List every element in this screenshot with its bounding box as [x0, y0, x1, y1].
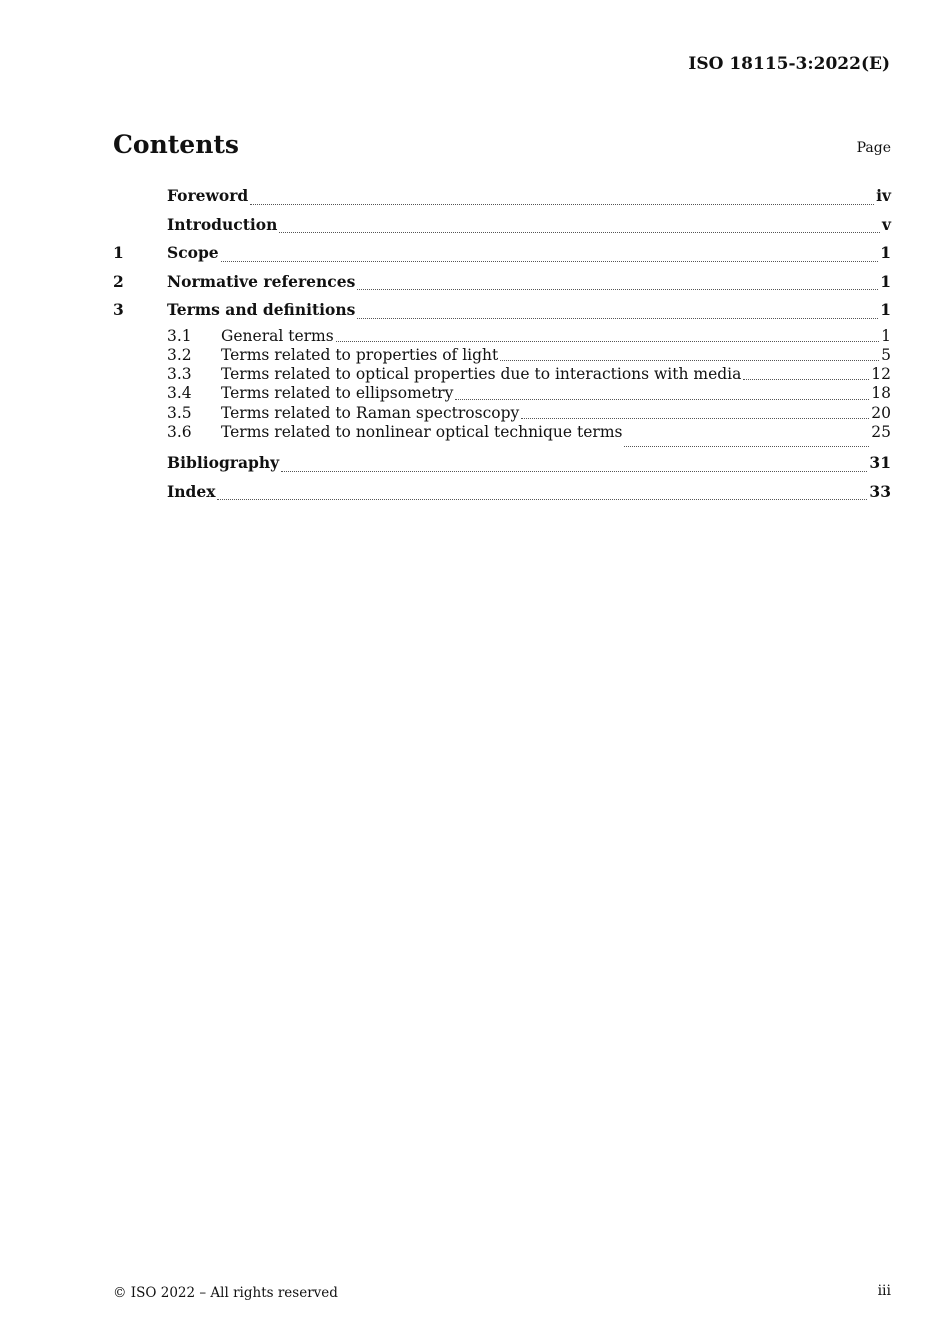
toc-entry-page: 1	[880, 243, 891, 262]
toc-entry-label: Normative references	[167, 271, 356, 291]
toc-entry-label: Terms and definitions	[167, 300, 356, 319]
toc-entry-page: v	[881, 214, 891, 234]
toc-entry-label: Terms related to properties of light	[221, 345, 499, 364]
toc-dot-leader	[336, 340, 879, 342]
toc-dot-leader	[217, 498, 867, 500]
toc-entry[interactable]	[113, 346, 891, 365]
toc-entry-label: Terms related to ellipsometry	[221, 384, 454, 403]
toc-entry-number: 3.6	[167, 422, 192, 441]
toc-dot-leader	[521, 417, 869, 419]
toc-entry-number: 3.5	[167, 403, 192, 422]
toc-dot-leader	[500, 359, 879, 361]
toc-entry-number: 3.3	[167, 365, 192, 384]
toc-entry-label: Foreword	[167, 186, 249, 205]
document-id: ISO 18115-3:2022(E)	[688, 54, 890, 74]
toc-entry-number: 3.4	[167, 384, 192, 403]
toc-entry-number: 1	[113, 243, 124, 262]
toc-entry[interactable]	[113, 213, 891, 242]
toc-entry-number: 3	[113, 300, 124, 319]
toc-dot-leader	[743, 378, 869, 380]
toc-dot-leader	[279, 231, 880, 233]
toc-dot-leader	[455, 398, 869, 400]
toc-entry[interactable]	[113, 184, 891, 213]
toc-dot-leader	[250, 203, 874, 205]
toc-entry-page: 20	[871, 403, 891, 422]
toc-entry-page: iv	[876, 186, 891, 205]
toc-entry[interactable]	[113, 404, 891, 423]
toc-entry-label: Bibliography	[167, 453, 280, 473]
toc-entry-number: 2	[113, 271, 124, 291]
toc-entry-number: 3.2	[167, 345, 192, 364]
toc-entry[interactable]	[113, 384, 891, 403]
toc-entry[interactable]	[113, 423, 891, 452]
toc-entry[interactable]	[113, 270, 891, 299]
toc-entry[interactable]	[113, 451, 891, 480]
copyright-notice: © ISO 2022 – All rights reserved	[113, 1285, 338, 1301]
toc-entry-page: 33	[869, 481, 891, 501]
toc-entry-label: Terms related to Raman spectroscopy	[221, 403, 520, 422]
toc-dot-leader	[221, 260, 879, 262]
toc-entry-page: 5	[881, 345, 891, 364]
toc-entry-page: 1	[880, 300, 891, 319]
toc-entry-label: Index	[167, 481, 216, 501]
contents-title: Contents	[113, 130, 240, 159]
toc-entry-label: Terms related to optical properties due to interactions with media	[221, 365, 742, 384]
toc-entry-number: 3.1	[167, 326, 192, 345]
page-number: iii	[877, 1283, 891, 1299]
toc-entry-page: 1	[880, 271, 891, 291]
toc-entry[interactable]	[113, 480, 891, 509]
toc-dot-leader	[624, 445, 869, 447]
toc-entry-page: 25	[871, 422, 891, 441]
table-of-contents	[113, 184, 891, 508]
toc-entry[interactable]	[113, 327, 891, 346]
toc-entry[interactable]	[113, 241, 891, 270]
toc-dot-leader	[357, 288, 878, 290]
toc-entry-label: Scope	[167, 243, 219, 262]
page-column-label: Page	[856, 140, 891, 156]
toc-entry-page: 12	[871, 365, 891, 384]
toc-entry[interactable]	[113, 365, 891, 384]
toc-entry-label: General terms	[221, 326, 334, 345]
toc-entry[interactable]	[113, 298, 891, 327]
toc-entry-page: 1	[881, 326, 891, 345]
toc-dot-leader	[281, 470, 867, 472]
toc-entry-label: Terms related to nonlinear optical technique terms	[221, 422, 623, 441]
contents-title-row	[113, 130, 891, 159]
toc-dot-leader	[357, 317, 878, 319]
toc-entry-label: Introduction	[167, 214, 278, 234]
toc-entry-page: 18	[871, 384, 891, 403]
toc-entry-page: 31	[869, 453, 891, 473]
